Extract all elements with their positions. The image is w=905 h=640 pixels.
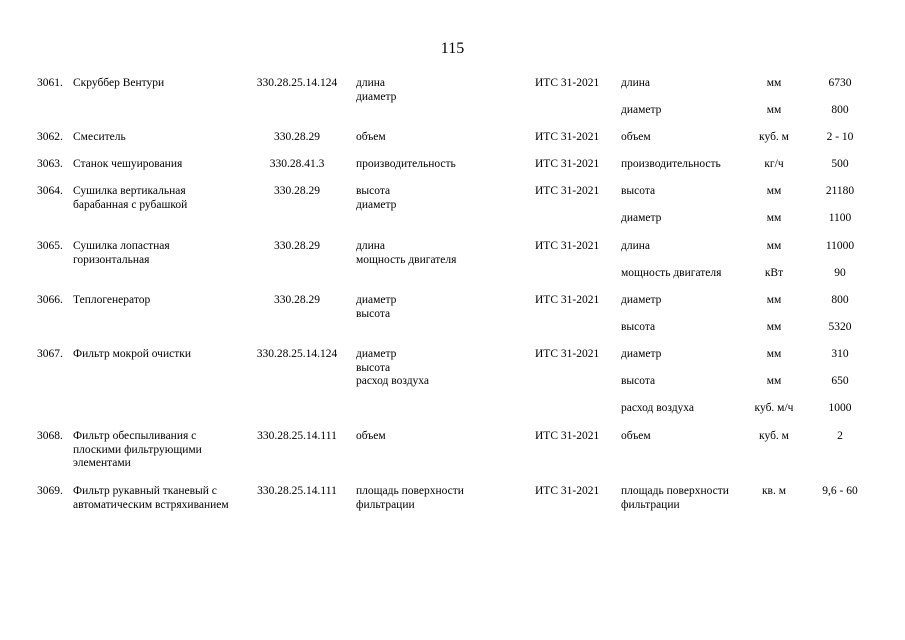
measure-parameter-line: высота bbox=[621, 321, 656, 333]
okpd-code: 330.28.29 bbox=[274, 294, 320, 306]
parameter-item: расход воздуха bbox=[356, 375, 430, 387]
standard-reference: ИТС 31-2021 bbox=[535, 77, 600, 89]
page-number: 115 bbox=[440, 40, 465, 57]
measure-value: 90 bbox=[834, 267, 846, 279]
measure-value: 2 - 10 bbox=[826, 131, 854, 143]
measure-parameter bbox=[621, 131, 651, 145]
equipment-name bbox=[73, 77, 164, 91]
measure-unit: куб. м/ч bbox=[754, 402, 794, 414]
equipment-name-line: Скруббер Вентури bbox=[73, 77, 165, 89]
standard-reference: ИТС 31-2021 bbox=[535, 131, 600, 143]
measure-value: 500 bbox=[831, 158, 849, 170]
parameter-item: длина bbox=[356, 240, 386, 252]
parameter-item: высота bbox=[356, 185, 391, 197]
okpd-code: 330.28.25.14.124 bbox=[256, 77, 338, 89]
measure-unit: мм bbox=[766, 294, 782, 306]
measure-parameter-line: диаметр bbox=[621, 348, 662, 360]
parameter-item: высота bbox=[356, 361, 391, 374]
parameter-item: длина bbox=[356, 77, 386, 89]
parameter-item: мощность двигателя bbox=[356, 253, 457, 266]
row-number: 3068. bbox=[37, 430, 63, 442]
standard-reference: ИТС 31-2021 bbox=[535, 158, 600, 170]
standard-reference: ИТС 31-2021 bbox=[535, 240, 600, 252]
measure-parameter bbox=[621, 430, 651, 444]
measure-unit: мм bbox=[766, 321, 782, 333]
measure-unit: мм bbox=[766, 77, 782, 89]
parameter-item: диаметр bbox=[356, 348, 397, 360]
measure-parameter-line: высота bbox=[621, 375, 656, 387]
okpd-code: 330.28.25.14.124 bbox=[256, 348, 338, 360]
measure-unit: мм bbox=[766, 348, 782, 360]
measure-parameter-line: расход воздуха bbox=[621, 402, 695, 414]
measure-parameter bbox=[621, 267, 721, 281]
measure-value: 800 bbox=[831, 104, 849, 116]
parameter-item: производительность bbox=[356, 158, 456, 170]
equipment-name-line: Теплогенератор bbox=[73, 294, 151, 306]
measure-value: 6730 bbox=[828, 77, 852, 89]
measure-parameter bbox=[621, 212, 661, 226]
measure-parameter bbox=[621, 375, 655, 389]
measure-parameter-line: объем bbox=[621, 131, 651, 143]
parameter-list bbox=[356, 485, 464, 512]
measure-value: 9,6 - 60 bbox=[822, 485, 858, 497]
equipment-name bbox=[73, 131, 126, 145]
row-number: 3064. bbox=[37, 185, 63, 197]
measure-unit: куб. м bbox=[759, 430, 789, 442]
equipment-name-line: Фильтр рукавный тканевый с bbox=[73, 485, 217, 497]
measure-unit: мм bbox=[766, 104, 782, 116]
equipment-name bbox=[73, 185, 187, 212]
standard-reference: ИТС 31-2021 bbox=[535, 430, 600, 442]
measure-value: 800 bbox=[831, 294, 849, 306]
equipment-name bbox=[73, 294, 150, 308]
measure-parameter-line: фильтрации bbox=[621, 498, 680, 511]
measure-parameter-line: площадь поверхности bbox=[621, 485, 729, 497]
parameter-list bbox=[356, 240, 456, 267]
measure-parameter bbox=[621, 402, 694, 416]
measure-parameter-line: диаметр bbox=[621, 104, 662, 116]
measure-unit: мм bbox=[766, 212, 782, 224]
parameter-list bbox=[356, 185, 396, 212]
measure-value: 1100 bbox=[828, 212, 852, 224]
okpd-code: 330.28.29 bbox=[274, 131, 320, 143]
equipment-name-line: барабанная с рубашкой bbox=[73, 198, 188, 211]
parameter-item: объем bbox=[356, 131, 386, 143]
equipment-name-line: горизонтальная bbox=[73, 253, 150, 266]
equipment-name-line: Фильтр обеспыливания с bbox=[73, 430, 197, 442]
parameter-item: диаметр bbox=[356, 198, 397, 211]
row-number: 3062. bbox=[37, 131, 63, 143]
equipment-name-line: Сушилка лопастная bbox=[73, 240, 170, 252]
measure-value: 310 bbox=[831, 348, 849, 360]
measure-parameter bbox=[621, 321, 655, 335]
measure-parameter-line: длина bbox=[621, 240, 651, 252]
measure-unit: кг/ч bbox=[764, 158, 784, 170]
okpd-code: 330.28.25.14.111 bbox=[257, 485, 337, 497]
okpd-code: 330.28.25.14.111 bbox=[257, 430, 337, 442]
row-number: 3065. bbox=[37, 240, 63, 252]
equipment-name-line: плоскими фильтрующими bbox=[73, 443, 202, 456]
measure-value: 650 bbox=[831, 375, 849, 387]
row-number: 3061. bbox=[37, 77, 63, 89]
measure-parameter bbox=[621, 77, 650, 91]
measure-parameter bbox=[621, 240, 650, 254]
parameter-item: высота bbox=[356, 307, 391, 320]
parameter-item: диаметр bbox=[356, 294, 397, 306]
measure-parameter bbox=[621, 485, 729, 512]
measure-parameter bbox=[621, 185, 655, 199]
standard-reference: ИТС 31-2021 bbox=[535, 185, 600, 197]
equipment-name bbox=[73, 485, 229, 512]
measure-parameter-line: высота bbox=[621, 185, 656, 197]
equipment-name-line: Фильтр мокрой очистки bbox=[73, 348, 191, 360]
parameter-item: площадь поверхности bbox=[356, 485, 464, 497]
measure-unit: мм bbox=[766, 375, 782, 387]
okpd-code: 330.28.29 bbox=[274, 240, 320, 252]
equipment-name-line: Сушилка вертикальная bbox=[73, 185, 186, 197]
parameter-list bbox=[356, 131, 386, 145]
parameter-list bbox=[356, 77, 396, 104]
okpd-code: 330.28.41.3 bbox=[269, 158, 325, 170]
measure-parameter-line: диаметр bbox=[621, 212, 662, 224]
equipment-name-line: Станок чешуирования bbox=[73, 158, 183, 170]
equipment-name bbox=[73, 158, 182, 172]
standard-reference: ИТС 31-2021 bbox=[535, 485, 600, 497]
standard-reference: ИТС 31-2021 bbox=[535, 348, 600, 360]
equipment-name-line: Смеситель bbox=[73, 131, 126, 143]
okpd-code: 330.28.29 bbox=[274, 185, 320, 197]
measure-value: 21180 bbox=[825, 185, 855, 197]
measure-parameter bbox=[621, 348, 661, 362]
measure-unit: мм bbox=[766, 185, 782, 197]
row-number: 3066. bbox=[37, 294, 63, 306]
measure-parameter bbox=[621, 104, 661, 118]
measure-unit: мм bbox=[766, 240, 782, 252]
equipment-name bbox=[73, 348, 191, 362]
standard-reference: ИТС 31-2021 bbox=[535, 294, 600, 306]
row-number: 3067. bbox=[37, 348, 63, 360]
measure-parameter bbox=[621, 158, 721, 172]
measure-parameter-line: мощность двигателя bbox=[621, 267, 722, 279]
measure-value: 2 bbox=[837, 430, 843, 442]
parameter-list bbox=[356, 430, 386, 444]
parameter-list bbox=[356, 348, 429, 389]
parameter-list bbox=[356, 294, 396, 321]
row-number: 3069. bbox=[37, 485, 63, 497]
measure-parameter-line: длина bbox=[621, 77, 651, 89]
equipment-name-line: элементами bbox=[73, 457, 131, 469]
parameter-item: объем bbox=[356, 430, 386, 442]
measure-parameter-line: объем bbox=[621, 430, 651, 442]
measure-unit: кв. м bbox=[761, 485, 787, 497]
measure-parameter bbox=[621, 294, 661, 308]
parameter-item: фильтрации bbox=[356, 498, 415, 511]
measure-parameter-line: производительность bbox=[621, 158, 721, 170]
equipment-name bbox=[73, 430, 202, 471]
equipment-name bbox=[73, 240, 170, 267]
measure-value: 5320 bbox=[828, 321, 852, 333]
measure-unit: кВт bbox=[764, 267, 784, 279]
equipment-name-line: автоматическим встряхиванием bbox=[73, 498, 229, 511]
measure-value: 1000 bbox=[828, 402, 852, 414]
parameter-item: диаметр bbox=[356, 90, 397, 103]
measure-unit: куб. м bbox=[759, 131, 789, 143]
measure-value: 11000 bbox=[825, 240, 855, 252]
parameter-list bbox=[356, 158, 456, 172]
measure-parameter-line: диаметр bbox=[621, 294, 662, 306]
row-number: 3063. bbox=[37, 158, 63, 170]
